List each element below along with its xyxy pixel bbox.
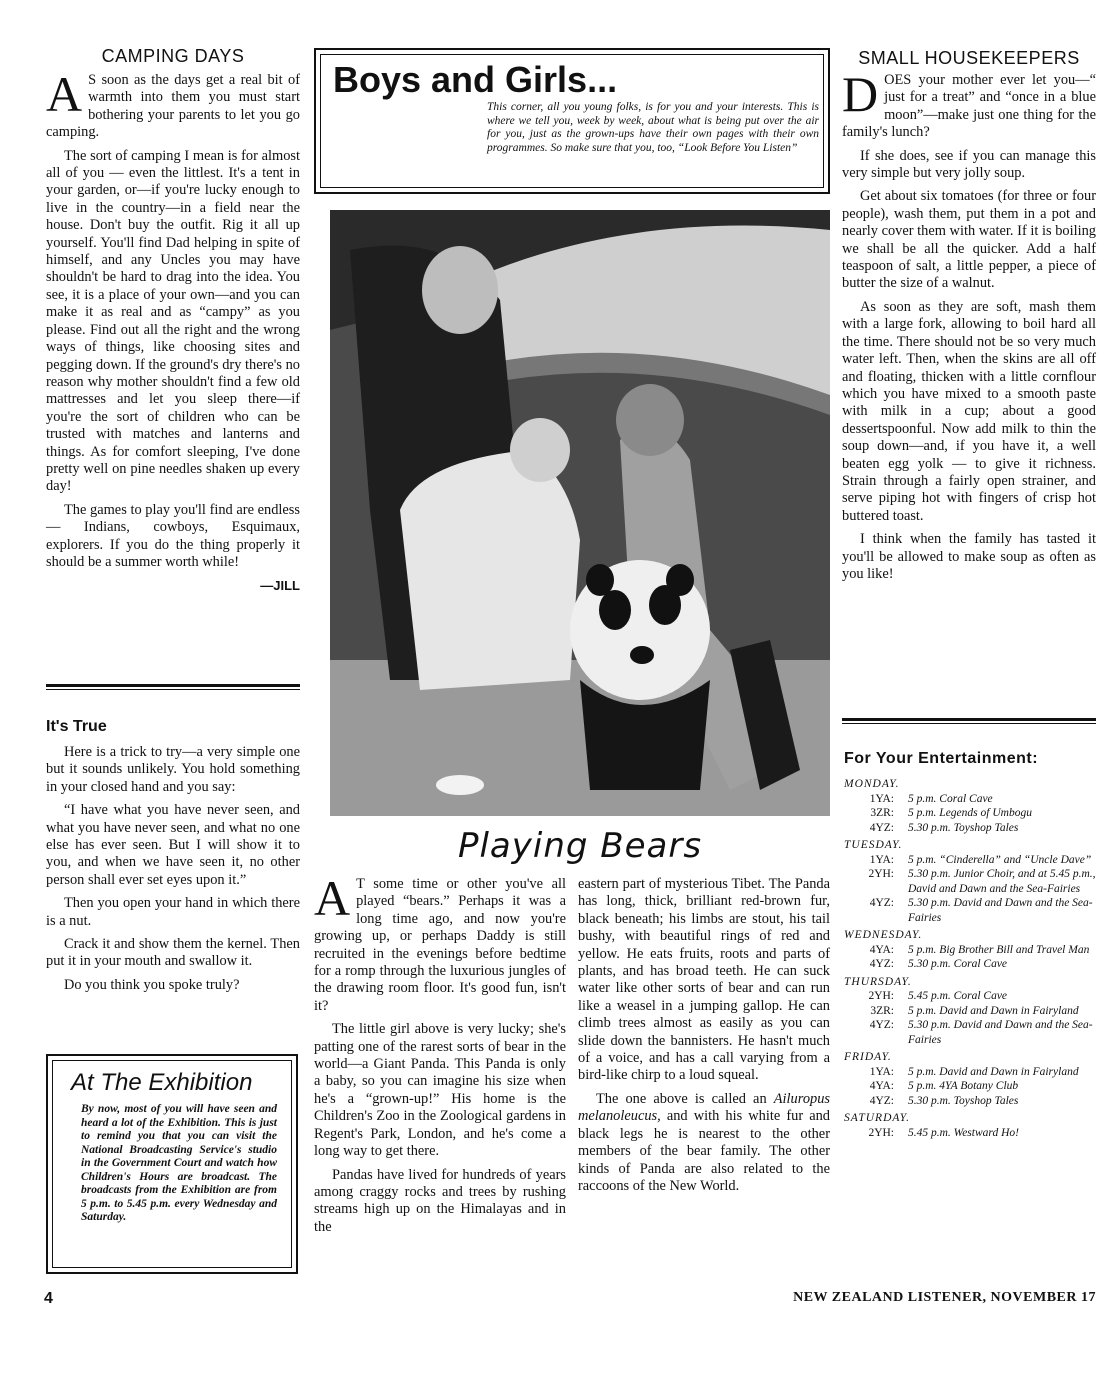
- program-listing: 5.30 p.m. Junior Choir, and at 5.45 p.m., David and Dawn and the Sea-Fairies: [908, 868, 1096, 895]
- bears-title: Playing Bears: [457, 826, 703, 866]
- camping-divider: [46, 684, 300, 690]
- station-code: 4YZ:: [869, 1094, 894, 1107]
- schedule-day: SATURDAY.: [844, 1112, 910, 1124]
- station-code: 3ZR:: [870, 1004, 894, 1017]
- schedule-slot: [844, 1079, 1098, 1094]
- camping-paragraph-1: S soon as the days get a real bit of warmth into them you must start bothering your parents to let you go camping.: [46, 72, 300, 141]
- program-listing: 5.45 p.m. Coral Cave: [908, 990, 1008, 1002]
- schedule-slot: [844, 1018, 1098, 1047]
- bears-column-1: [314, 870, 566, 1242]
- housekeepers-paragraph-5: I think when the family has tasted it you'll be allowed to make soup as often as you like!: [842, 531, 1096, 582]
- entertainment-title: For Your Entertainment:: [844, 750, 1039, 767]
- housekeepers-paragraph-4: As soon as they are soft, mash them with a large fork, allowing to boil hard all the time. There should not be so very much water left. Then, when the skins are all off and floating, thicken with a little cornflour which you have mixed to a smooth paste with milk in a cup; about a good dessertspoonful. Now add milk to thin the soup down—and, if you have it, a well beaten egg yolk — to give it richness. Strain through a fairly open strainer, and serve piping hot with fingers of crisp hot buttered toast.: [842, 298, 1096, 524]
- true-paragraph-1: Here is a trick to try—a very simple one but it sounds unlikely. You hold something in your closed hand and you say:: [46, 744, 300, 795]
- program-listing: 5 p.m. David and Dawn in Fairyland: [908, 1004, 1079, 1017]
- camping-dropcap: A: [46, 66, 83, 122]
- schedule-slot: [844, 792, 1098, 807]
- true-paragraph-4: Crack it and show them the kernel. Then put it in your mouth and swallow it.: [46, 936, 300, 970]
- program-listing: 5 p.m. 4YA Botany Club: [908, 1080, 1019, 1092]
- schedule-slot: [844, 943, 1098, 958]
- station-code: 1YA:: [869, 853, 894, 866]
- camping-signature: —JILL: [260, 578, 300, 594]
- boys-girls-intro: This corner, all you young folks, is for you and your interests. This is where we tell you, week by week, about what is being put over the air for you, just as the grown-ups have their own pages with their own programmes. So make sure that you, too, “Look Before You Listen”: [487, 101, 819, 154]
- exhibition-text: By now, most of you will have seen and heard a lot of the Exhibition. This is just to remind you that you can visit the National Broadcasting Service's studio in the Government Court and watch how Children's Hours are broadcast. The broadcasts from the Exhibition are from 5 p.m. to 5.45 p.m. every Wednesday and Saturday.: [81, 1103, 277, 1223]
- program-listing: 5.45 p.m. Westward Ho!: [908, 1126, 1019, 1139]
- schedule-slot: [844, 806, 1098, 821]
- schedule-slot: [844, 867, 1098, 896]
- bears-paragraph-3: Pandas have lived for hundreds of years among craggy rocks and trees by rushing streams high up on the Himalayas and in the: [314, 1166, 566, 1235]
- schedule-slot: [844, 957, 1098, 972]
- header-inner-border: [320, 54, 824, 188]
- schedule-day: THURSDAY.: [844, 975, 912, 988]
- bears-p5-start: The one above is called an: [596, 1090, 774, 1107]
- bears-paragraph-5: [578, 1091, 830, 1195]
- program-listing: 5 p.m. Coral Cave: [908, 792, 993, 805]
- bears-paragraph-2: The little girl above is very lucky; she's patting one of the rarest sorts of bear in the world—a Giant Panda. This Panda is only a baby, so you can imagine his size when he's a “grown-up!” His home is the Children's Zoo in the Zoological gardens in Regent's Park, London, and he's come a long way to get there.: [314, 1021, 566, 1160]
- station-code: 1YA:: [869, 792, 894, 805]
- station-code: 4YA:: [869, 1080, 894, 1092]
- program-listing: 5.30 p.m. Coral Cave: [908, 958, 1008, 970]
- program-listing: 5.30 p.m. David and Dawn and the Sea-Fairies: [908, 897, 1093, 924]
- boys-girls-header-box: [314, 48, 830, 194]
- program-listing: 5 p.m. Legends of Umbogu: [908, 807, 1032, 819]
- schedule-day: MONDAY.: [844, 778, 900, 790]
- housekeepers-title: SMALL HOUSEKEEPERS: [858, 48, 1080, 68]
- schedule-slot: [844, 821, 1098, 836]
- page-number: 4: [44, 1290, 53, 1307]
- station-code: 4YZ:: [869, 897, 894, 909]
- schedule-day: FRIDAY.: [844, 1051, 892, 1063]
- boys-girls-title: Boys and Girls...: [333, 59, 618, 100]
- housekeepers-paragraph-1: OES your mother ever let you—“ just for a treat” and “once in a blue moon”—make just one thing for the family's lunch?: [842, 72, 1096, 141]
- panda-photo-art: [330, 210, 830, 816]
- bears-paragraph-1: T some time or other you've all played “bears.” Perhaps it was a long time ago, and now you're growing up, or perhaps Daddy is still recruited in the evenings before bedtime for a romp through the luxurious jungles of the drawing room floor. It's good fun, isn't it?: [314, 876, 566, 1014]
- schedule-slot: [844, 1065, 1098, 1080]
- program-listing: 5 p.m. David and Dawn in Fairyland: [908, 1065, 1079, 1078]
- station-code: 4YA:: [869, 943, 894, 956]
- housekeepers-article: [842, 66, 1096, 589]
- schedule-slot: [844, 1004, 1098, 1019]
- station-code: 2YH:: [868, 1126, 894, 1139]
- schedule-day: WEDNESDAY.: [844, 929, 923, 941]
- program-listing: 5 p.m. Big Brother Bill and Travel Man: [908, 943, 1090, 956]
- program-listing: 5.30 p.m. Toyshop Tales: [908, 1094, 1019, 1107]
- station-code: 2YH:: [868, 868, 894, 880]
- camping-article: [46, 66, 300, 595]
- station-code: 4YZ:: [869, 1019, 894, 1031]
- station-code: 4YZ:: [869, 958, 894, 970]
- panda-latin-name: Ailuropus melanoleucus,: [578, 1090, 830, 1125]
- true-paragraph-5: Do you think you spoke truly?: [64, 976, 240, 993]
- station-code: 3ZR:: [870, 807, 894, 819]
- station-code: 1YA:: [869, 1065, 894, 1078]
- housekeepers-paragraph-2: If she does, see if you can manage this very simple but very jolly soup.: [842, 147, 1096, 182]
- schedule-day: TUESDAY.: [844, 839, 903, 851]
- schedule-slot: [844, 989, 1098, 1004]
- schedule-slot: [844, 1126, 1098, 1141]
- station-code: 2YH:: [868, 990, 894, 1002]
- schedule-slot: [844, 896, 1098, 925]
- exhibition-title: At The Exhibition: [71, 1069, 253, 1096]
- exhibition-inner-border: [52, 1060, 292, 1268]
- bears-dropcap: A: [314, 870, 351, 926]
- exhibition-box: [46, 1054, 298, 1274]
- camping-title: CAMPING DAYS: [101, 46, 245, 66]
- program-listing: 5.30 p.m. David and Dawn and the Sea-Fairies: [908, 1019, 1093, 1046]
- true-article: [46, 744, 300, 1000]
- program-listing: 5 p.m. “Cinderella” and “Uncle Dave”: [908, 853, 1092, 866]
- true-paragraph-3: Then you open your hand in which there is a nut.: [46, 895, 300, 929]
- entertainment-schedule: [844, 774, 1098, 1140]
- housekeepers-paragraph-3: Get about six tomatoes (for three or four people), wash them, put them in a pot and nearly cover them with water. If it is boiling we shall be all the quicker. Add a half teaspoon of salt, a little pepper, a piece of butter the size of a walnut.: [842, 188, 1096, 292]
- station-code: 4YZ:: [869, 821, 894, 834]
- panda-photo: [330, 210, 830, 816]
- true-paragraph-2: “I have what you have never seen, and what you have never seen, and what no one else has ever seen. But I will show it to you, and when we have seen it, no other person shall ever set eyes upon it.”: [46, 802, 300, 888]
- camping-paragraph-2: The sort of camping I mean is for almost all of you — even the littlest. It's a tent in your garden, or—if you're lucky enough to live in the country—in a field near the house. Don't buy the outfit. Rig it all up yourself. You'll find Dad helping in spite of himself, and any Uncles you may have shouldn't be hard to drag into the idea. You see, it is a place of your own—and you can make it as real and as “campy” as you please. Find out all the right and the wrong ways of things, like choosing sites and pegging down. If the ground's dry there's no reason why mother shouldn't find a few old mattresses and let you sleep there—if you're the sort of children who can be trusted with matches and lanterns and things. As for comfort sleeping, I've done pretty well on pine needles shaken up every day!: [46, 147, 300, 495]
- bears-paragraph-4: eastern part of mysterious Tibet. The Panda has long, thick, brilliant red-brown fur, black beneath; his limbs are stout, his tail bushy, with beautiful rings of red and yellow. He eats fruits, roots and parts of plants, and has broad teeth. He can suck water like other sorts of bear and can run like a weasel in a jumping gallop. He can climb trees almost as easily as you can slide down the bannisters. He hasn't much of a voice, and has a call varying from a bird-like chirp to a loud squeal.: [578, 876, 830, 1084]
- schedule-slot: [844, 1094, 1098, 1109]
- true-title: It's True: [46, 718, 107, 735]
- masthead-footer: NEW ZEALAND LISTENER, NOVEMBER 17: [793, 1290, 1096, 1305]
- bears-column-2: [578, 876, 830, 1201]
- program-listing: 5.30 p.m. Toyshop Tales: [908, 821, 1019, 834]
- housekeepers-dropcap: D: [842, 66, 879, 122]
- bears-p5-end: and with his white fur and black legs he is nearest to the other members of the bear family. The other kinds of Panda are also related to the raccoons of the New World.: [578, 1108, 830, 1194]
- housekeepers-divider: [842, 718, 1096, 724]
- schedule-slot: [844, 853, 1098, 868]
- camping-paragraph-3: The games to play you'll find are endless — Indians, cowboys, Esquimaux, explorers. If you do the thing properly it should be a summer worth while!: [46, 501, 300, 570]
